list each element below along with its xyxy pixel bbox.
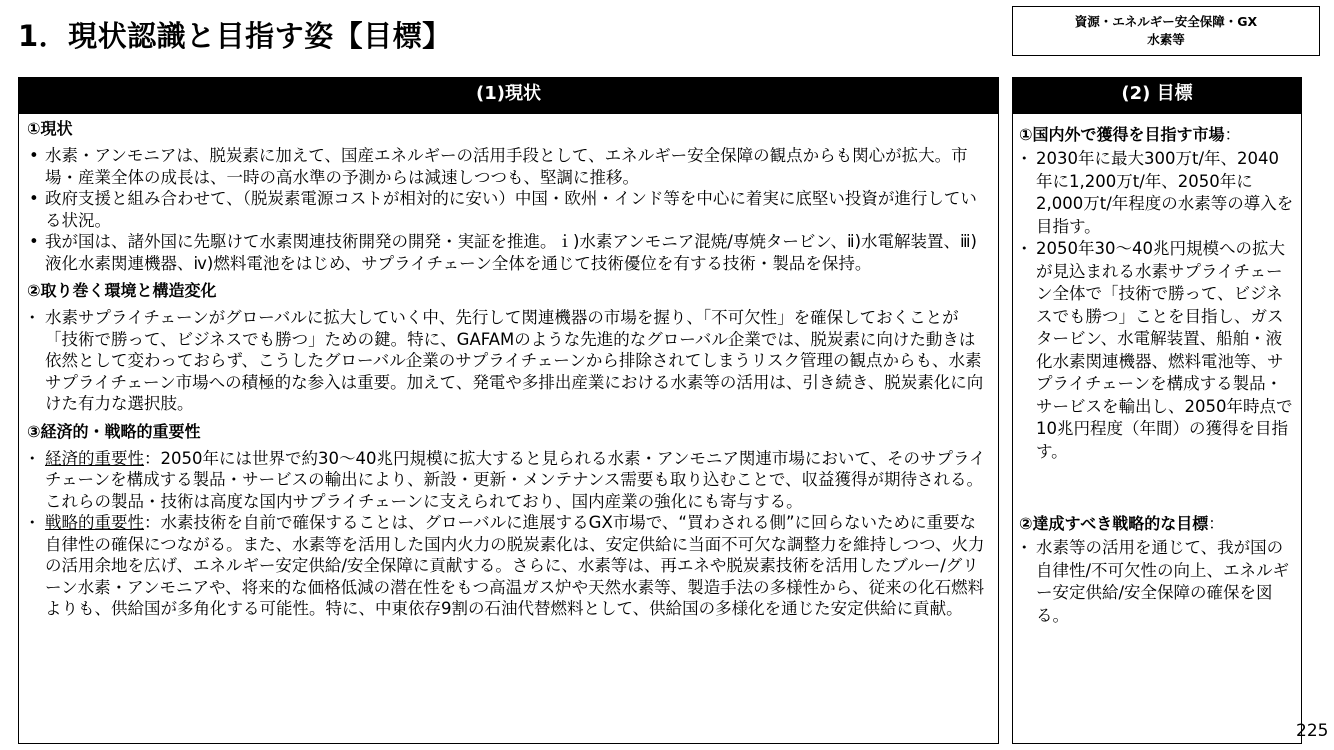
strategic-importance-text: ：水素技術を自前で確保することは、グローバルに進展するGX市場で、“買わされる側”に回らないために重要な自律性の確保につながる。また、水素等を活用した国内火力の脱炭素化は、安定供給に当面不可欠な調整力を維持しつつ、火力の活用余地を広げ、エネルギー安定供給/安全保障に貢献する。さらに、水素等は、再エネや脱炭素技術を活用したブルー/グリーン水素・アンモニアや、将来的な価格低減の潜在性をもつ高温ガス炉や天然水素等、製造手法の多様性から、従来の化石燃料よりも、供給国が多角化する可能性。特に、中東依存9割の石油代替燃料として、供給国の多様化を通じた安定供給に貢献。 [45,513,985,618]
section-environment-title: ②取り巻く環境と構造変化 [27,281,217,300]
page-title: 1．現状認識と目指す姿【目標】 [18,19,452,53]
list-item: • 政府支援と組み合わせて、（脱炭素電源コストが相対的に安い）中国・欧州・インド等を中心に着実に底堅い投資が進行している状況。 [27,188,990,231]
page-number: 225 [1296,721,1329,741]
section-current-title: ①現状 [27,119,73,138]
economic-importance-text: ：2050年には世界で約30～40兆円規模に拡大すると見られる水素・アンモニア関連市場において、そのサプライチェーンを構成する製品・サービスの輸出により、新設・更新・メンテナンス需要も取り込むことで、収益獲得が期待される。これらの製品・技術は高度な国内サプライチェーンに支えられており、国内産業の強化にも寄与する。 [45,448,986,511]
goal-strategic-title [1019,513,1295,535]
economic-importance-label: 経済的重要性 [45,448,144,468]
goals-header: (2) 目標 [1013,78,1301,114]
section-current-list [27,145,990,274]
goal-market-title-text: ①国内外で獲得を目指す市場 [1019,125,1225,144]
current-status-panel [18,77,999,744]
goal-market-title [1019,124,1295,146]
goals-panel [1012,77,1302,744]
goal-strategic-title-colon: ： [1208,514,1225,533]
list-item: ・ 水素等の活用を通じて、我が国の自律性/不可欠性の向上、エネルギー安定供給/安全保障の確保を図る。 [1019,537,1295,627]
goal-strategic-section [1019,513,1295,627]
list-item: • 我が国は、諸外国に先駆けて水素関連技術開発の開発・実証を推進。ｉ)水素アンモニア混焼/専焼タービン、ⅱ)水電解装置、ⅲ)液化水素関連機器、ⅳ)燃料電池をはじめ、サプライチェーン全体を通じて技術優位を有する技術・製品を保持。 [27,231,990,274]
category-tag [1012,6,1320,56]
goal-market-title-colon: ： [1224,125,1241,144]
category-tag-line1: 資源・エネルギー安全保障・GX [1074,14,1258,29]
strategic-importance-label: 戦略的重要性 [45,513,144,532]
goal-strategic-list [1019,537,1295,627]
list-item: ・ 水素サプライチェーンがグローバルに拡大していく中、先行して関連機器の市場を握り、「不可欠性」を確保しておくことが「技術で勝って、ビジネスでも勝つ」ための鍵。特に、GAFAMのような先進的なグローバル企業では、脱炭素に向けた動きは依然として変わっておらず、こうしたグローバル企業のサプライチェーンから排除されてしまうリスク管理の観点からも、水素サプライチェーン市場への積極的な参入は重要。加えて、発電や多排出産業における水素等の活用は、引き続き、脱炭素化に向けた有力な選択肢。 [27,307,990,415]
goals-body [1013,114,1301,627]
category-tag-line2: 水素等 [1147,32,1185,47]
section-environment-list [27,307,990,415]
list-item: ・ 2030年に最大300万t/年、2040年に1,200万t/年、2050年に2,000万t/年程度の水素等の導入を目指す。 [1019,148,1295,238]
list-item [27,448,990,513]
section-importance-list [27,448,990,620]
current-status-header: (1)現状 [19,78,998,114]
current-status-body [19,114,998,620]
list-item [27,512,990,620]
goal-market-list [1019,148,1295,463]
section-importance-title: ③経済的・戦略的重要性 [27,421,201,441]
list-item: ・ 2050年30～40兆円規模への拡大が見込まれる水素サプライチェーン全体で「技術で勝って、ビジネスでも勝つ」ことを目指し、ガスタービン、水電解装置、船舶・液化水素関連機器、燃料電池等、サプライチェーンを構成する製品・サービスを輸出し、2050年時点で10兆円程度（年間）の獲得を目指す。 [1019,238,1295,463]
list-item: • 水素・アンモニアは、脱炭素に加えて、国産エネルギーの活用手段として、エネルギー安全保障の観点からも関心が拡大。市場・産業全体の成長は、一時の高水準の予測からは減速しつつも、堅調に推移。 [27,145,990,188]
goal-strategic-title-text: ②達成すべき戦略的な目標 [1019,514,1209,533]
